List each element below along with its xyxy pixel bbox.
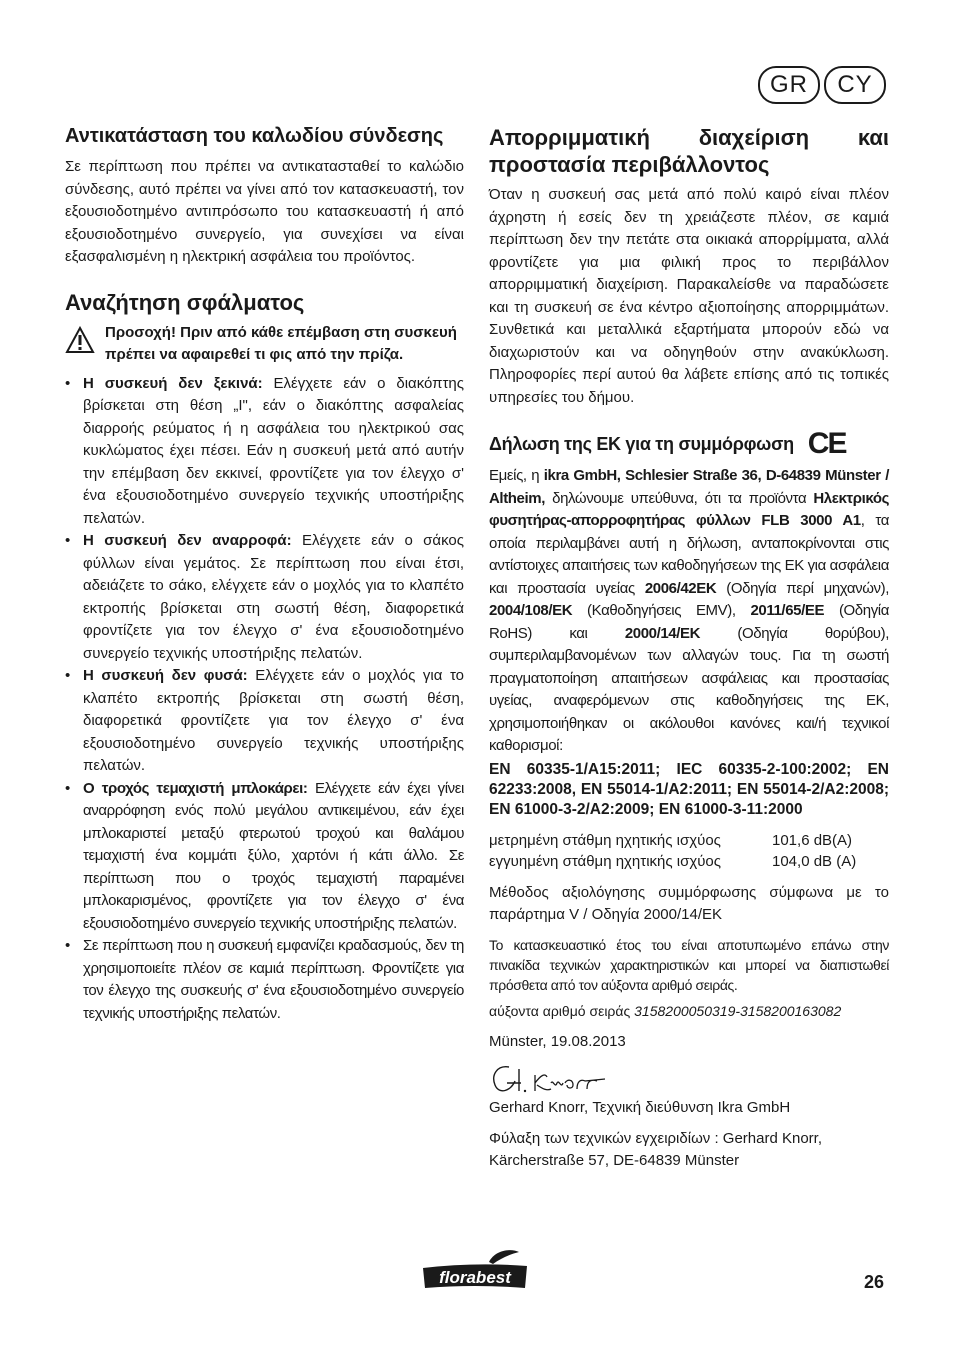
country-badge-gr: GR [758,66,820,104]
list-item [65,530,464,665]
item-text: Ελέγχετε εάν ο μοχλός για το κλαπέτο εκτροπής βρίσκεται στη σωστή θέση, διαφορετικά φροντίζετε για τον έλεγχο σ' ένα εξουσιοδοτημένο συνεργείο τεχνικής υποστήριξης πελατών. [83,667,464,774]
directive-emc: 2004/108/EK [489,602,573,619]
place-date: Münster, 19.08.2013 [489,1032,626,1050]
declaration-text-part: , τα οποία περιλαμβάνει αυτή η δήλωση, ανταποκρίνονται στις αντίστοιχες απαιτήσεις των καθοδηγήσεων της ΕΚ για ασφάλεια και προστασία υγείας [489,512,889,597]
page-number: 26 [864,1272,885,1292]
declaration-header [489,429,889,459]
list-item [65,935,464,1025]
noise-measured-row [489,830,889,851]
list-item [65,665,464,778]
warning-text: Προσοχή! Πριν από κάθε επέμβαση στη συσκευή πρέπει να αφαιρεθεί τι φις από την πρίζα. [105,323,457,363]
noise-values [489,830,889,872]
disposal-text: Όταν η συσκευή σας μετά από πολύ καιρό είναι πλέον άχρηστη ή εσείς δεν τη χρειάζεστε πλέον, σε καμιά περίπτωση δεν την πετάτε στα οικιακά απορρίμματα, αλλά φροντίζετε για μια φιλική προς το περιβάλλον απορριμματική διαχείριση. Παρακαλείσθε να παραδώσετε και τη συσκευή σε ένα κέντρο αξιοποίησης απορριμμάτων. Συνθετικά και μεταλλικά εξαρτήματα μπορούν εδώ να διαχωριστούν και να οδηγηθούν στην ανακύκλωση. Πληροφορίες περί αυτού θα λάβετε επίσης από τις τοπικές υπηρεσίες του δήμου. [489,186,889,406]
cable-text: Σε περίπτωση που πρέπει να αντικατασταθεί το καλώδιο σύνδεσης, αυτό πρέπει να γίνει από τον κατασκευαστή, τον εξουσιοδοτημένο αντιπρόσωπο του κατασκευαστή ή από εξουσιοδοτημένο συνεργείο, για συνεχίσει να είναι εξασφαλισμένη η ηλεκτρική ασφάλεια του προϊόντος. [65,158,464,265]
left-column [65,124,464,1025]
florabest-logo [419,1248,531,1290]
cable-heading: Αντικατάσταση του καλωδίου σύνδεσης [65,125,444,147]
declaration-text-part: (Οδηγία περί μηχανών), [716,579,889,597]
serial-line [489,1001,889,1021]
serial-label: αύξοντα αριθμό σειράς [489,1002,635,1019]
logo-text: florabest [439,1268,511,1287]
year-note: Το κατασκευαστικό έτος του είναι αποτυπωμένο επάνω στην πινακίδα τεχνικών χαρακτηριστικών και μπορεί να διαπιστωθεί πρόσθετα από τον αύξοντα αριθμό σειράς. [489,936,889,993]
item-text: Σε περίπτωση που η συσκευή εμφανίζει κραδασμούς, δεν τη χρησιμοποιείτε πλέον σε καμιά περίπτωση. Φροντίζετε για τον έλεγχο της συσκευής σ' ένα εξουσιοδοτημένο συνεργείο τεχνικής υποστήριξης πελατών. [83,937,464,1022]
country-badges [758,66,886,104]
fault-heading: Αναζήτηση σφάλματος [65,289,305,315]
warning-box [65,322,464,367]
list-item [65,778,464,936]
list-item [65,373,464,531]
declaration-text-part: (Οδηγία θορύβου), συμπεριλαμβανομένων των αλλαγών τους. Για τη σωστή πραγματοποίηση απαιτήσεων ασφάλειας και προστασίας υγείας, αναφερόμενων στις καθοδηγήσεις της ΕΚ, χρησιμοποιήθηκαν οι ακόλουθοι κανόνες και/ή τεχνικοί καθορισμοί: [489,624,889,754]
country-badge-cy: CY [824,66,886,104]
declaration-product: Ηλεκτρικός φυσητήρας-απορροφητήρας φύλλων FLB 3000 A1 [489,489,889,529]
item-title: Η συσκευή δεν φυσά: [83,667,248,684]
item-text: Ελέγχετε εάν ο διακόπτης βρίσκεται στη θέση „I", εάν ο διακόπτης ασφαλείας διαρροής ρεύματος ή η ασφάλεια του ηλεκτρικού σας κυκλώματος έχει πέσει. Εάν η συσκευή μετά από αυτήν την επέμβαση δεν εκκινεί, φροντίζετε για τον έλεγχο σ' ένα εξουσιοδοτημένο συνεργείο τεχνικής υποστήριξης πελατών. [83,374,464,527]
noise-guaranteed-label: εγγυημένη στάθμη ηχητικής ισχύος [489,852,722,870]
right-column [489,124,889,1173]
item-text: Ελέγχετε εάν έχει γίνει αναρρόφηση ενός πολύ μεγάλου αντικειμένου, εάν έχει μπλοκαριστεί μεταξύ φτερωτού τροχού και θαλάμου τεμαχιστή ένα κομμάτι ξύλο, χαρτόνι ή κάτι άλλο. Σε περίπτωση που ο τροχός τεμαχιστή παραμένει μπλοκαρισμένος, φροντίζετε για τον έλεγχο σ' ένα εξουσιοδοτημένο συνεργείο τεχνικής υποστήριξης πελατών. [83,779,464,932]
item-title: Ο τροχός τεμαχιστή μπλοκάρει: [83,779,308,797]
signature-image [489,1061,619,1097]
declaration-text [489,465,889,758]
item-title: Η συσκευή δεν αναρροφά: [83,532,292,549]
noise-guaranteed-value: 104,0 dB (A) [772,852,857,870]
declaration-text-part: (Οδηγία RoHS) και [489,602,889,642]
declaration-company: ikra GmbH, Schlesier Straße 36, D-64839 Münster / Altheim, [489,467,889,507]
item-text: Ελέγχετε εάν ο σάκος φύλλων είναι γεμάτος. Σε περίπτωση που είναι έτσι, αδειάζετε το σάκο, ελέγχετε εάν ο μοχλός για το κλαπέτο εκτροπής βρίσκεται στη σωστή θέση, διαφορετικά φροντίζετε για τον έλεγχο σ' ένα εξουσιοδοτημένο συνεργείο τεχνικής υποστήριξης πελατών. [83,532,464,662]
directive-machinery: 2006/42EK [644,579,717,597]
declaration-heading: Δήλωση της ΕΚ για τη συμμόρφωση [489,433,794,454]
signer: Gerhard Knorr, Τεχνική διεύθυνση Ikra GmbH [489,1099,791,1116]
archive-note: Φύλαξη των τεχνικών εγχειριδίων : Gerhard Knorr, Kärcherstraße 57, DE-64839 Münster [489,1129,823,1169]
disposal-heading: Απορριμματική διαχείριση και προστασία περιβάλλοντος [489,125,889,177]
ce-mark-icon: CE [807,427,846,460]
declaration-text-part: Εμείς, η [489,467,544,484]
assessment-text: Μέθοδος αξιολόγησης συμμόρφωσης σύμφωνα με το παράρτημα V / Οδηγία 2000/14/ΕΚ [489,883,889,923]
noise-measured-value: 101,6 dB(A) [772,831,853,849]
directive-noise: 2000/14/EK [624,624,701,642]
noise-measured-label: μετρημένη στάθμη ηχητικής ισχύος [489,831,721,849]
noise-guaranteed-row [489,851,889,872]
standards-list: EN 60335-1/A15:2011; IEC 60335-2-100:2002; EN 62233:2008, EN 55014-1/A2:2011; EN 55014-2/A2:2008; EN 61000-3-2/A2:2009; EN 61000-3-11:2000 [489,760,889,818]
serial-value: 3158200050319-3158200163082 [634,1002,842,1019]
fault-list [65,373,464,1026]
signature [489,1061,889,1097]
warning-icon [65,326,95,354]
declaration-text-part: (Καθοδηγήσεις EMV), [572,602,751,619]
declaration-text-part: δηλώνουμε υπεύθυνα, ότι τα προϊόντα [544,489,814,507]
directive-rohs: 2011/65/EE [750,602,825,619]
item-title: Η συσκευή δεν ξεκινά: [83,374,263,392]
